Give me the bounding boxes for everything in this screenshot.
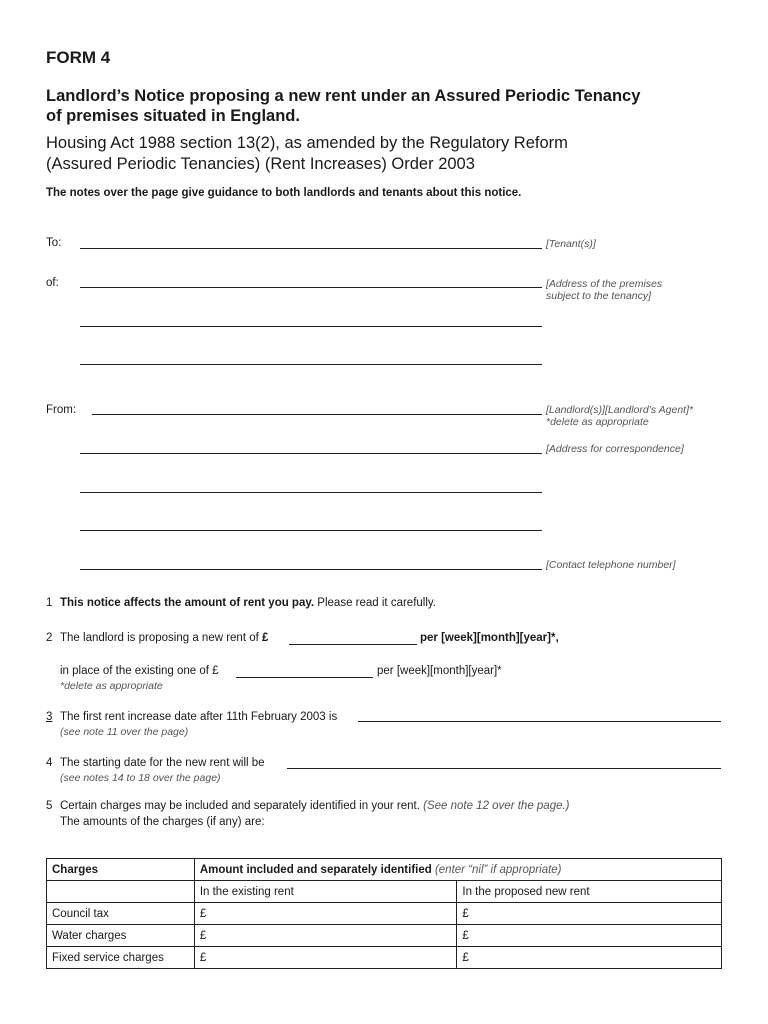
form-subtitle-line1: Housing Act 1988 section 13(2), as amended by the Regulatory Reform <box>46 134 568 152</box>
item3-number: 3 <box>46 711 53 723</box>
of-label: of: <box>46 277 59 289</box>
water-charges-existing-field[interactable]: £ <box>194 925 457 947</box>
table-row <box>47 925 722 947</box>
water-charges-proposed-field[interactable]: £ <box>457 925 722 947</box>
table-row <box>47 947 722 969</box>
empty-cell <box>47 881 195 903</box>
address-note-line1: [Address of the premises <box>546 278 663 290</box>
item5-note: (See note 12 over the page.) <box>423 800 570 812</box>
item1-plain: Please read it carefully. <box>314 597 436 609</box>
proposed-rent-header: In the proposed new rent <box>457 881 722 903</box>
item2-number: 2 <box>46 632 53 644</box>
form-title <box>46 86 640 126</box>
phone-field[interactable] <box>80 569 542 570</box>
item2-delete-note: *delete as appropriate <box>60 680 163 692</box>
address-note-line2: subject to the tenancy] <box>546 290 652 302</box>
item1-bold: This notice affects the amount of rent you pay. <box>60 597 315 609</box>
item3-text: The first rent increase date after 11th February 2003 is <box>60 711 338 723</box>
charges-table <box>46 858 722 969</box>
premises-address-field-2[interactable] <box>80 326 542 327</box>
new-rent-field[interactable] <box>289 644 417 645</box>
row-label: Council tax <box>47 903 195 925</box>
item4-number: 4 <box>46 757 53 769</box>
form-title-line2: of premises situated in England. <box>46 107 300 125</box>
correspondence-address-field-3[interactable] <box>80 530 542 531</box>
tenant-note: [Tenant(s)] <box>546 238 596 250</box>
tenant-name-field[interactable] <box>80 248 542 249</box>
item2-text <box>60 632 268 644</box>
existing-rent-field[interactable] <box>236 677 373 678</box>
item2-existing-per: per [week][month][year]* <box>377 665 502 677</box>
new-rent-start-date-field[interactable] <box>287 768 721 769</box>
item1-text <box>60 597 436 609</box>
row-label: Fixed service charges <box>47 947 195 969</box>
form-subtitle-line2: (Assured Periodic Tenancies) (Rent Increases) Order 2003 <box>46 155 475 173</box>
council-tax-existing-field[interactable]: £ <box>194 903 457 925</box>
amount-header-cell <box>194 859 721 881</box>
first-increase-date-field[interactable] <box>358 721 721 722</box>
item2-plain: The landlord is proposing a new rent of <box>60 632 263 644</box>
council-tax-proposed-field[interactable]: £ <box>457 903 722 925</box>
form-number: FORM 4 <box>46 48 111 67</box>
item2-pound: £ <box>262 632 269 644</box>
form-subtitle <box>46 133 568 175</box>
item5-text2: The amounts of the charges (if any) are: <box>60 816 265 828</box>
correspondence-address-field-2[interactable] <box>80 492 542 493</box>
guidance-text: The notes over the page give guidance to both landlords and tenants about this notice. <box>46 187 522 199</box>
landlord-note-line1: [Landlord(s)][Landlord’s Agent]* <box>546 404 694 416</box>
item2-existing: in place of the existing one of £ <box>60 665 219 677</box>
item5-plain: Certain charges may be included and separately identified in your rent. <box>60 800 424 812</box>
service-charges-proposed-field[interactable]: £ <box>457 947 722 969</box>
table-row <box>47 903 722 925</box>
item3-note: (see note 11 over the page) <box>60 726 189 738</box>
correspondence-note: [Address for correspondence] <box>546 443 684 455</box>
item4-note: (see notes 14 to 18 over the page) <box>60 772 221 784</box>
item5-text <box>60 800 570 812</box>
correspondence-address-field-1[interactable] <box>80 453 542 454</box>
landlord-name-field[interactable] <box>92 414 542 415</box>
form-title-line1: Landlord’s Notice proposing a new rent under an Assured Periodic Tenancy <box>46 87 641 105</box>
row-label: Water charges <box>47 925 195 947</box>
from-label: From: <box>46 404 77 416</box>
amount-header-label: Amount included and separately identified <box>199 863 432 876</box>
service-charges-existing-field[interactable]: £ <box>194 947 457 969</box>
phone-note: [Contact telephone number] <box>546 559 676 571</box>
landlord-note-line2: *delete as appropriate <box>546 416 649 428</box>
charges-subheader-row <box>47 881 722 903</box>
item2-per: per [week][month][year]*, <box>420 632 559 644</box>
premises-address-field-3[interactable] <box>80 364 542 365</box>
premises-address-field-1[interactable] <box>80 287 542 288</box>
item5-number: 5 <box>46 800 53 812</box>
item4-text: The starting date for the new rent will be <box>60 757 265 769</box>
existing-rent-header: In the existing rent <box>194 881 457 903</box>
address-note <box>546 278 662 302</box>
item1-number: 1 <box>46 597 53 609</box>
charges-header-cell: Charges <box>47 859 195 881</box>
to-label: To: <box>46 237 62 249</box>
amount-header-note: (enter “nil” if appropriate) <box>431 863 562 876</box>
landlord-note <box>546 404 693 428</box>
charges-header-row <box>47 859 722 881</box>
